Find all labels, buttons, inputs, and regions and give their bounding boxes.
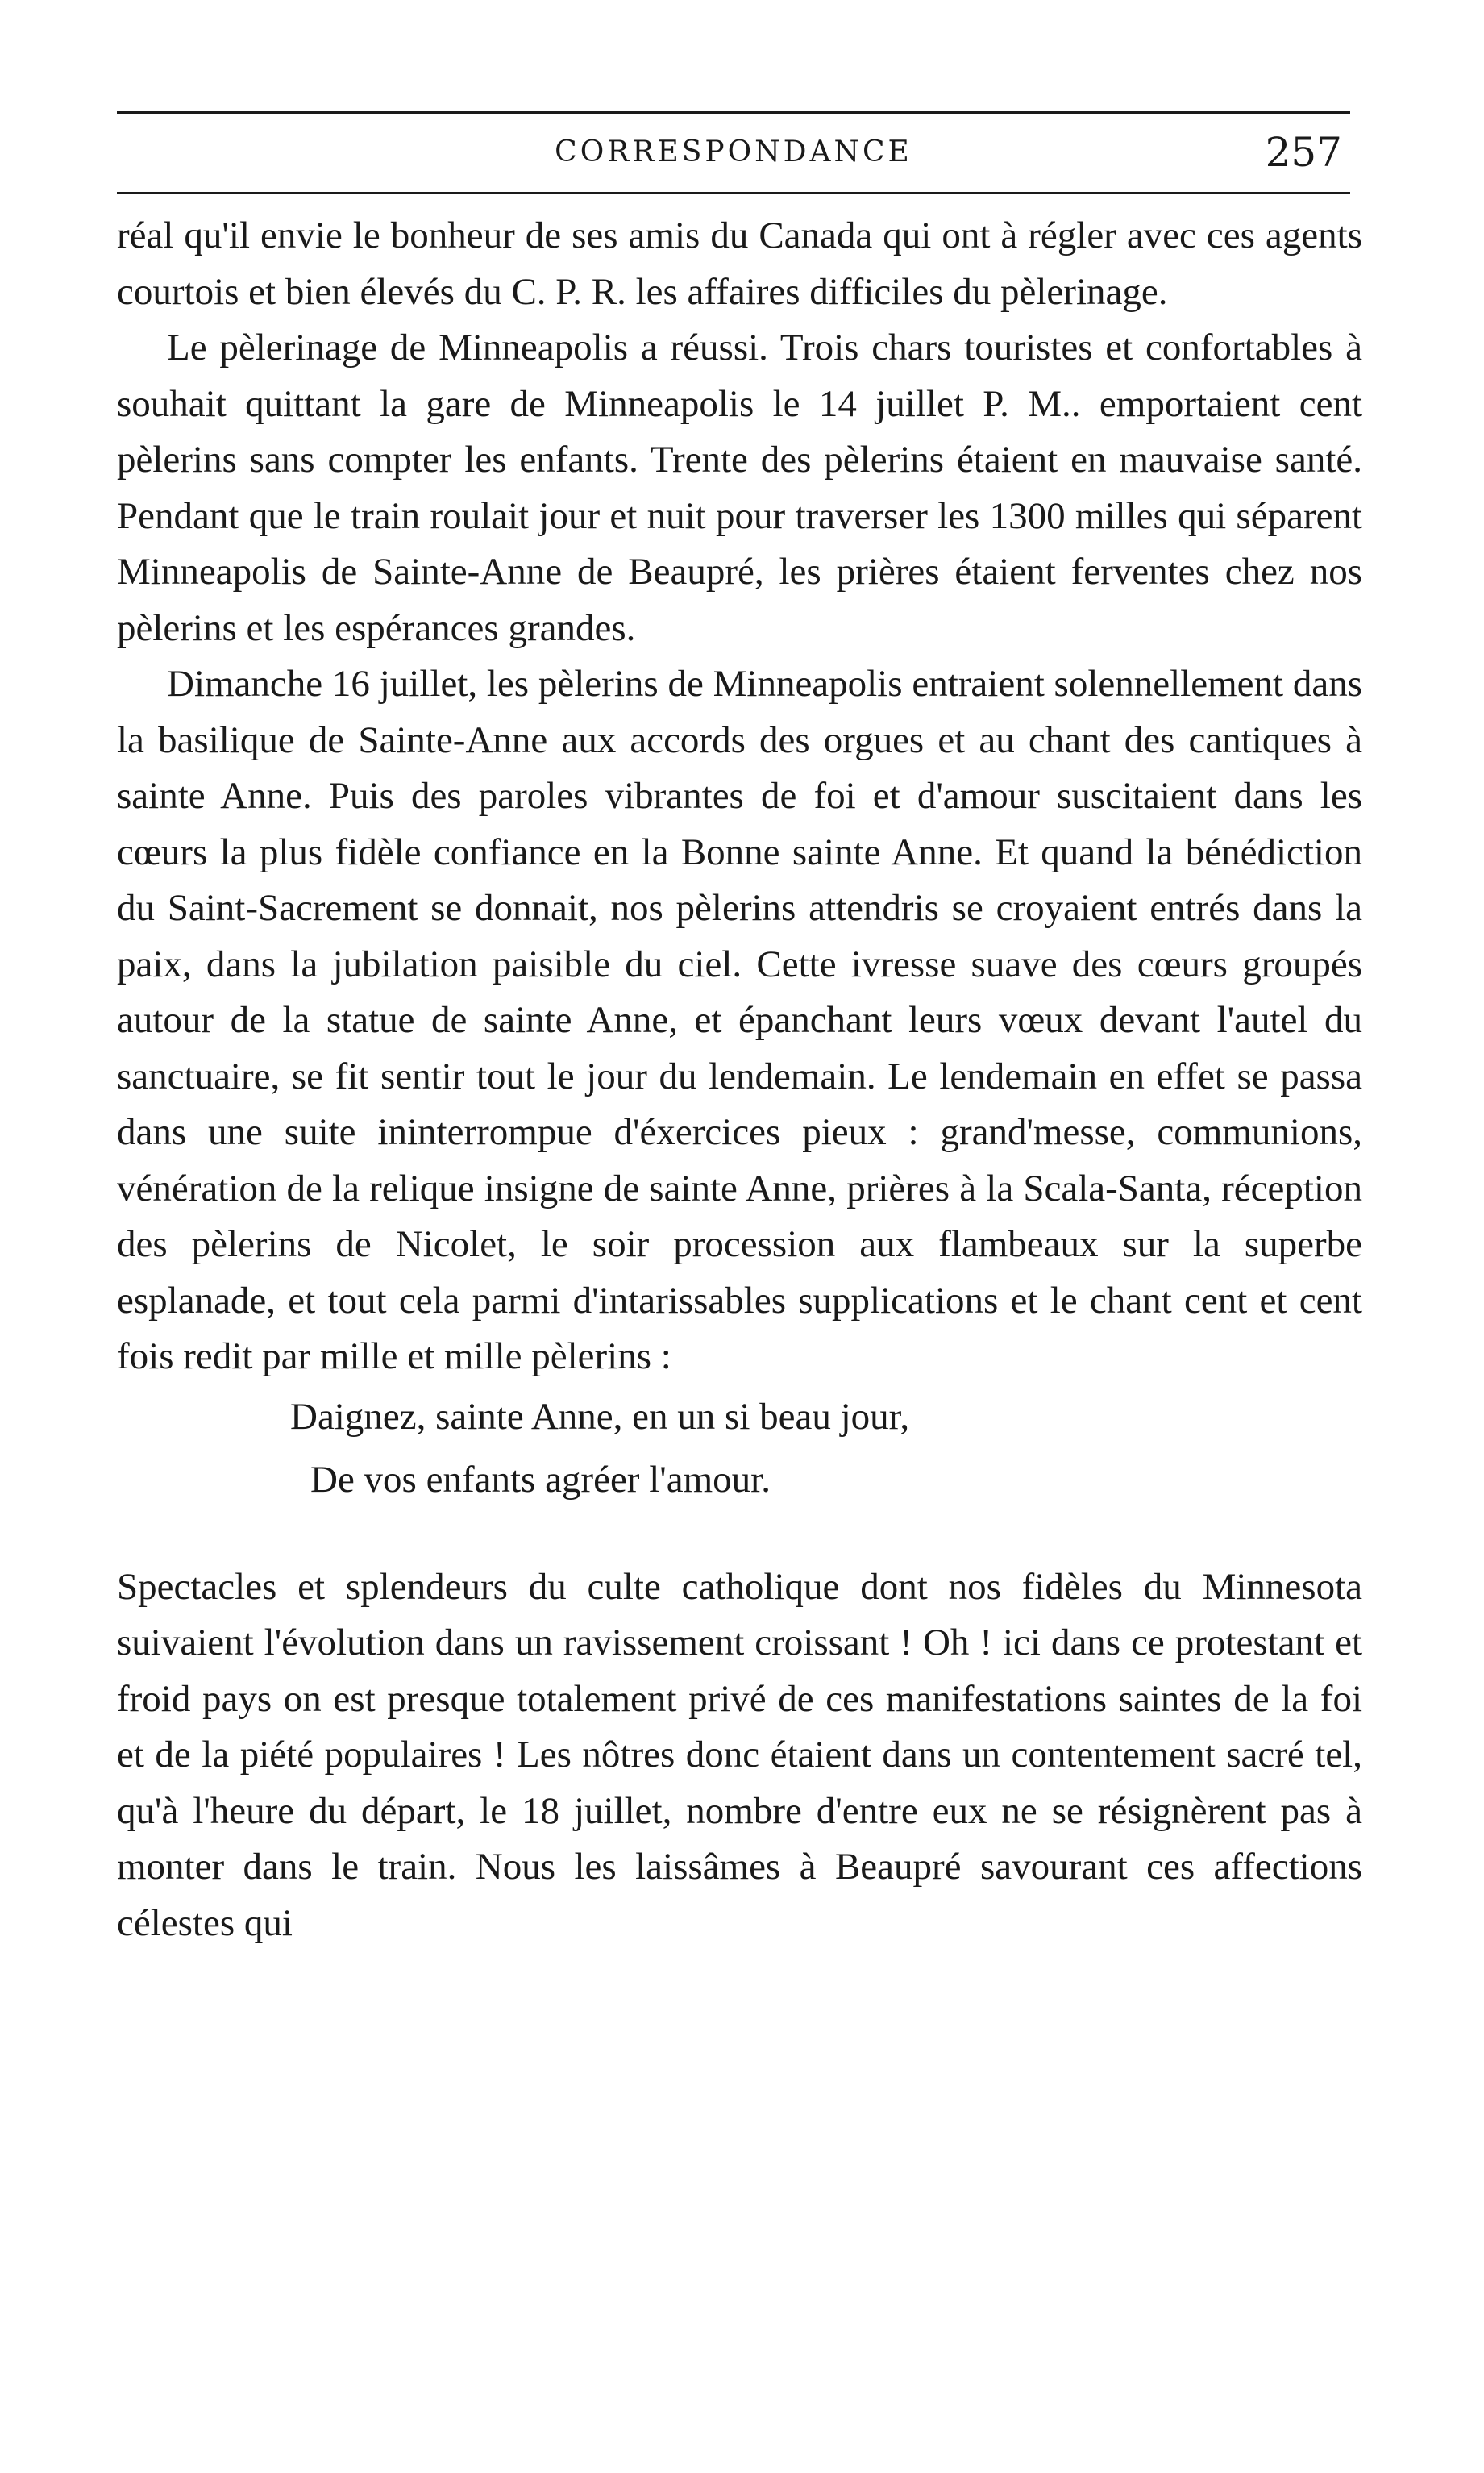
section-gap: [117, 1511, 1362, 1559]
closing-paragraph: Spectacles et splendeurs du culte catholique dont nos fidèles du Minnesota suivaient l'évolution dans un ravissement croissant ! Oh ! ici dans ce protestant et froid pays on est presque totalement privé de ces manifestations saintes de la foi et de la piété populaires ! Les nôtres donc étaient dans un contentement sacré tel, qu'à l'heure du départ, le 18 juillet, nombre d'entre eux ne se résignèrent pas à monter dans le train. Nous les laissâmes à Beaupré savourant ces affections célestes qui: [117, 1565, 1362, 1944]
running-header: [117, 129, 1350, 177]
verse-line-1: Daignez, sainte Anne, en un si beau jour,: [290, 1395, 910, 1438]
verse-block: [117, 1385, 1362, 1511]
page-number: 257: [1265, 129, 1342, 176]
verse-line-2: De vos enfants agréer l'amour.: [310, 1458, 771, 1501]
header-rule-top: [117, 111, 1350, 114]
body-text: [117, 208, 1362, 1951]
book-page: [117, 0, 1370, 2473]
paragraph-3: Dimanche 16 juillet, les pèlerins de Minneapolis entraient solennellement dans la basilique de Sainte-Anne aux accords des orgues et au chant des cantiques à sainte Anne. Puis des paroles vibrantes de foi et d'amour suscitaient dans les cœurs la plus fidèle confiance en la Bonne sainte Anne. Et quand la bénédiction du Saint-Sacrement se donnait, nos pèlerins attendris se croyaient entrés dans la paix, dans la jubilation paisible du ciel. Cette ivresse suave des cœurs groupés autour de la statue de sainte Anne, et épanchant leurs vœux devant l'autel du sanctuaire, se fit sentir tout le jour du lendemain. Le lendemain en effet se passa dans une suite ininterrompue d'éxercices pieux : grand'messe, communions, vénération de la relique insigne de sainte Anne, prières à la Scala-Santa, réception des pèlerins de Nicolet, le soir procession aux flambeaux sur la superbe esplanade, et tout cela parmi d'intarissables supplications et le chant cent et cent fois redit par mille et mille pèlerins :: [117, 663, 1362, 1377]
paragraph-1: réal qu'il envie le bonheur de ses amis du Canada qui ont à régler avec ces agents courtois et bien élevés du C. P. R. les affaires difficiles du pèlerinage.: [117, 214, 1362, 313]
header-rule-bottom: [117, 192, 1350, 194]
paragraph-2: Le pèlerinage de Minneapolis a réussi. Trois chars touristes et confortables à souhait quittant la gare de Minneapolis le 14 juillet P. M.. emportaient cent pèlerins sans compter les enfants. Trente des pèlerins étaient en mauvaise santé. Pendant que le train roulait jour et nuit pour traverser les 1300 milles qui séparent Minneapolis de Sainte-Anne de Beaupré, les prières étaient ferventes chez nos pèlerins et les espérances grandes.: [117, 327, 1362, 649]
running-title: CORRESPONDANCE: [555, 135, 912, 169]
